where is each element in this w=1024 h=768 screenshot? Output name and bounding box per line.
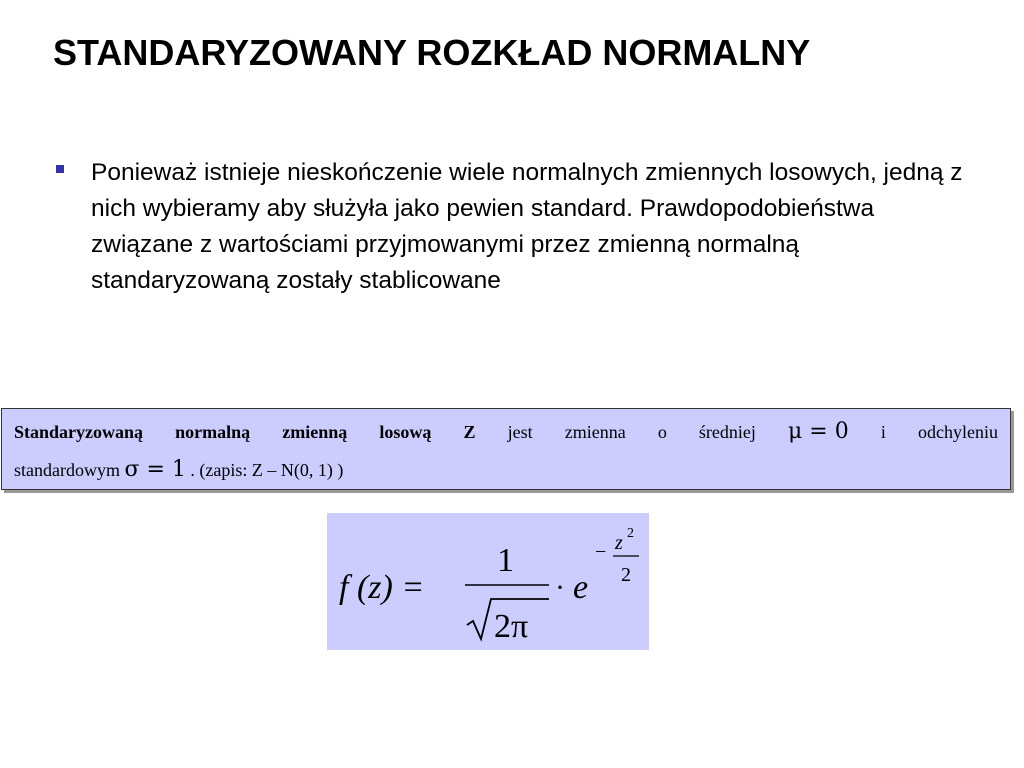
exponent-power: 2 [627, 526, 634, 541]
definition-line-2 [14, 457, 343, 483]
bullet-text: Ponieważ istnieje nieskończenie wiele normalnych zmiennych losowych, jedną z nich wybieramy aby służyła jako pewien standard. Prawdopodobieństwa związane z wartościami przyjmowanymi przez zmienną normalną standaryzowaną zostały stablicowane [91, 159, 963, 294]
def-word: i [880, 422, 886, 442]
def-word: zmienną [282, 422, 348, 442]
def-notation: . (zapis: Z – N(0, 1) ) [190, 460, 344, 480]
sigma-formula: σ = 1 [124, 457, 186, 482]
formula-dot: · [555, 571, 565, 604]
def-word: Standaryzowaną [14, 422, 144, 442]
def-word: zmienna [564, 422, 626, 442]
formula-base: e [573, 569, 589, 606]
exponent-numerator: z [615, 532, 623, 554]
definition-box [1, 408, 1011, 490]
exponent-minus: − [595, 541, 607, 563]
slide-title: STANDARYZOWANY ROZKŁAD NORMALNY [53, 32, 811, 73]
def-word: normalną [175, 422, 251, 442]
formula-denominator: 2π [494, 608, 529, 645]
def-word: średniej [698, 422, 756, 442]
mean-formula: μ = 0 [788, 419, 849, 444]
density-formula [327, 513, 649, 650]
def-word: o [657, 422, 667, 442]
exponent-denominator: 2 [621, 564, 631, 586]
def-word: standardowym [14, 460, 120, 480]
def-word: jest [507, 422, 533, 442]
def-word: losową [379, 422, 432, 442]
def-word: odchyleniu [917, 422, 998, 442]
def-word: Z [463, 422, 476, 442]
density-formula-box [327, 513, 649, 650]
formula-numerator: 1 [497, 542, 514, 579]
definition-line-1 [14, 419, 998, 445]
formula-lhs: f (z) = [339, 569, 425, 606]
square-bullet-icon [56, 165, 64, 173]
